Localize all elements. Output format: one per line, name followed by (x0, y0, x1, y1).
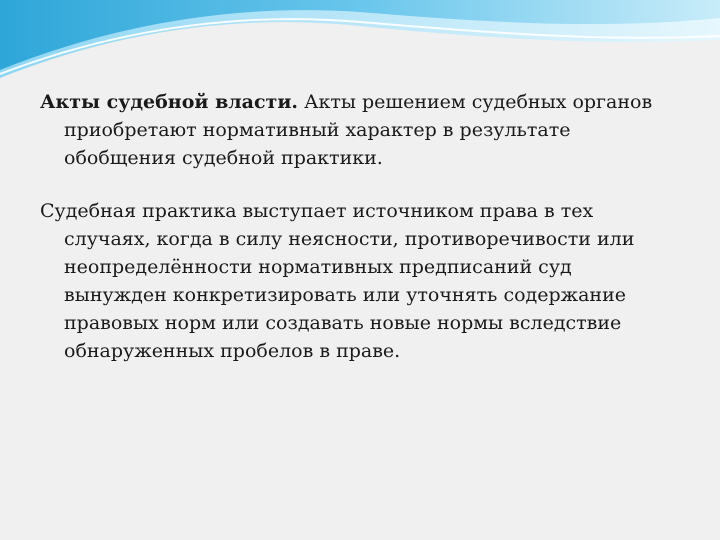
paragraph-judicial-acts (40, 88, 680, 172)
slide-body (40, 88, 680, 390)
paragraph-text: Акты решением судебных органов приобретают нормативный характер в результате обобщения судебной практики. (64, 91, 653, 169)
header-wave-decoration (0, 0, 720, 90)
paragraph-judicial-practice (40, 197, 680, 365)
paragraph-text: Судебная практика выступает источником права в тех случаях, когда в силу неясности, противоречивости или неопределённости нормативных предписаний суд вынужден конкретизировать или уточнять содержание правовых норм или создавать новые нормы вследствие обнаруженных пробелов в праве. (40, 200, 635, 362)
paragraph-lead: Акты судебной власти. (40, 91, 299, 113)
